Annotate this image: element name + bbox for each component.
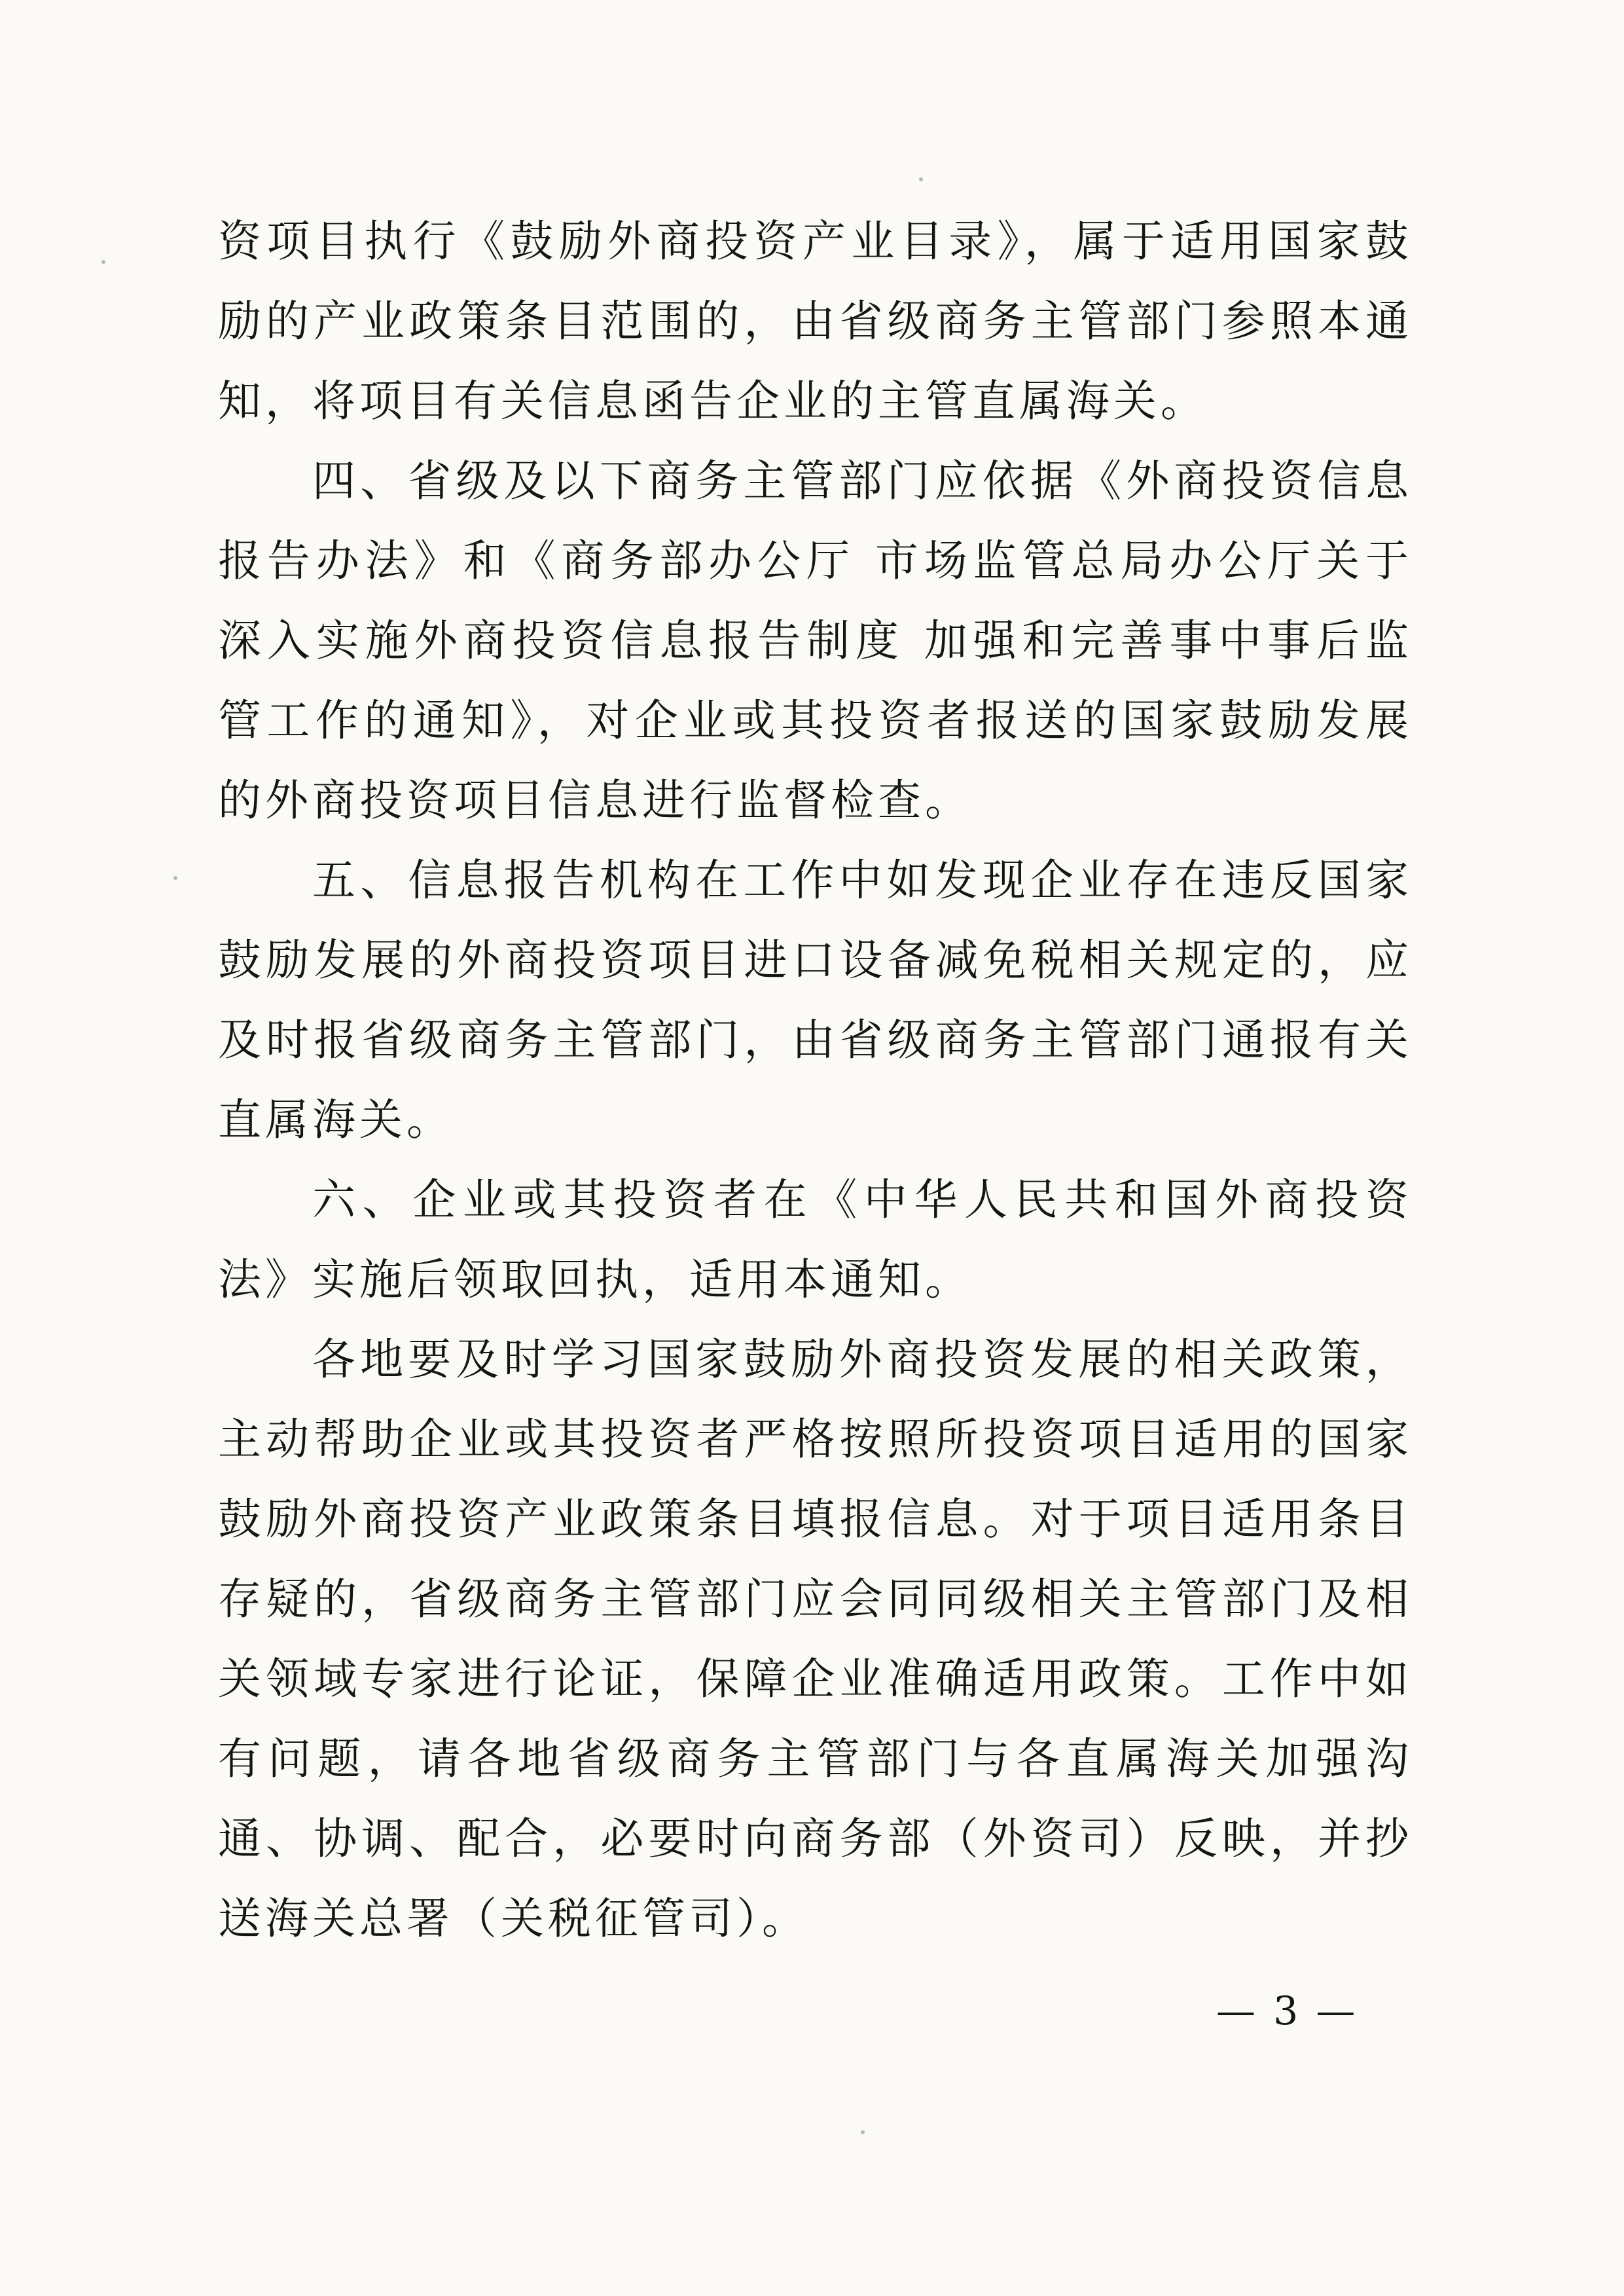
paragraph-section-5: 五、信息报告机构在工作中如发现企业存在违反国家鼓励发展的外商投资项目进口设备减免税相关规定的，应及时报省级商务主管部门，由省级商务主管部门通报有关直属海关。	[218, 855, 1413, 1145]
paragraph-section-6: 六、企业或其投资者在《中华人民共和国外商投资法》实施后领取回执，适用本通知。	[218, 1175, 1413, 1305]
scan-speck	[861, 2130, 865, 2134]
paragraph-closing: 各地要及时学习国家鼓励外商投资发展的相关政策，主动帮助企业或其投资者严格按照所投资项目适用的国家鼓励外商投资产业政策条目填报信息。对于项目适用条目存疑的，省级商务主管部门应会同同级相关主管部门及相关领域专家进行论证，保障企业准确适用政策。工作中如有问题，请各地省级商务主管部门与各直属海关加强沟通、协调、配合，必要时向商务部（外资司）反映，并抄送海关总署（关税征管司）。	[218, 1334, 1413, 1944]
scan-speck	[173, 876, 177, 880]
scan-speck	[919, 177, 923, 181]
paragraph-section-4: 四、省级及以下商务主管部门应依据《外商投资信息报告办法》和《商务部办公厅 市场监管总局办公厅关于深入实施外商投资信息报告制度 加强和完善事中事后监管工作的通知》，对企业或其投资者报送的国家鼓励发展的外商投资项目信息进行监督检查。	[218, 456, 1413, 826]
page-number: — 3 —	[1216, 1988, 1358, 2034]
document-body	[218, 202, 1413, 1959]
scan-speck	[101, 260, 105, 264]
paragraph-continuation: 资项目执行《鼓励外商投资产业目录》，属于适用国家鼓励的产业政策条目范围的，由省级商务主管部门参照本通知，将项目有关信息函告企业的主管直属海关。	[218, 216, 1413, 426]
